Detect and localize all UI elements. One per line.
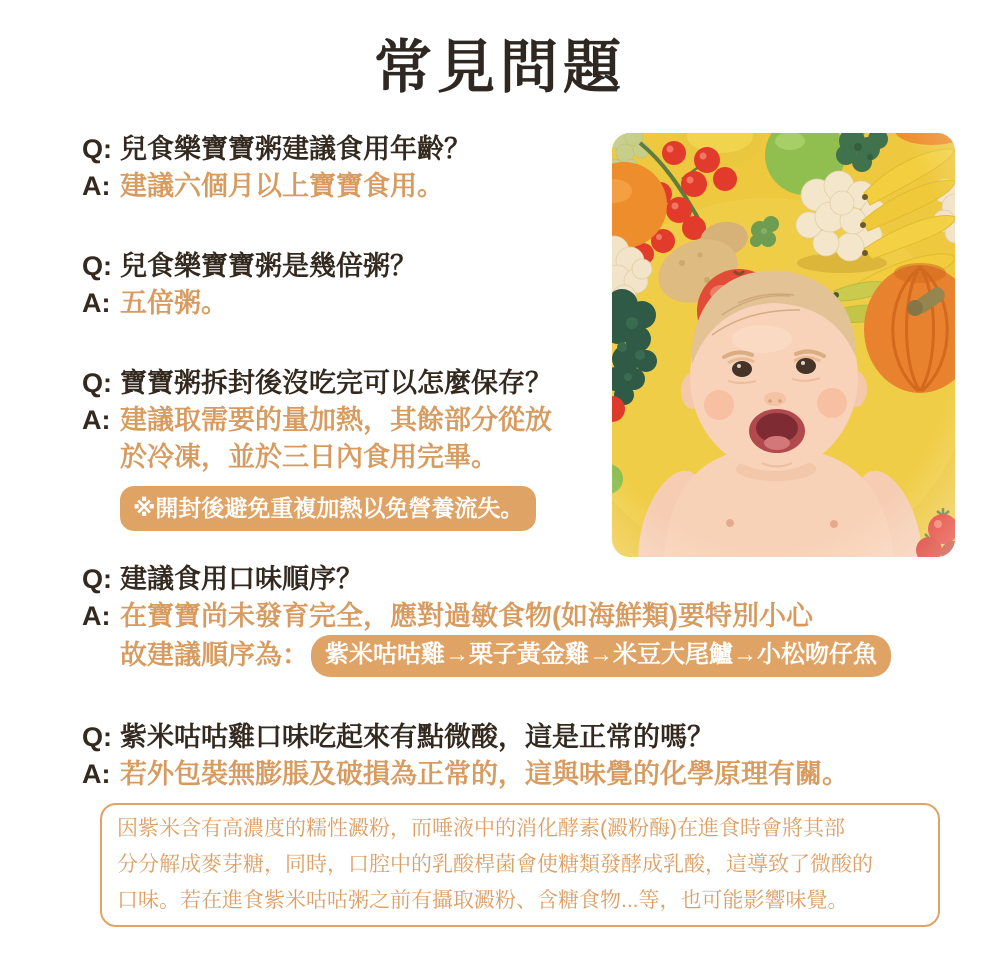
question-text: 兒食樂寶寶粥建議食用年齡？ [120,134,471,164]
question-prefix: Q: [82,563,112,594]
reheat-warning-badge: ※開封後避免重複加熱以免營養流失。 [120,486,536,531]
answer-row-continued [82,635,982,677]
question-text: 建議食用口味順序？ [120,563,363,594]
answer-text: 建議六個月以上寶寶食用。 [120,171,444,201]
page-title: 常見問題 [373,35,626,100]
answer-text: 五倍粥。 [120,288,228,318]
question-text: 寶寶粥拆封後沒吃完可以怎麼保存？ [120,368,552,398]
answer-text: 在寶寶尚未發育完全，應對過敏食物(如海鮮類)要特別小心 [120,600,813,631]
explanation-line: 口味。若在進食紫米咕咕粥之前有攝取澱粉、含糖食物...等，也可能影響味覺。 [117,888,849,912]
question-row [82,561,982,598]
explanation-line: 分分解成麥芽糖，同時，口腔中的乳酸桿菌會使糖類發酵成乳酸，這導致了微酸的 [117,852,873,876]
answer-row [82,756,982,793]
answer-text: 若外包裝無膨脹及破損為正常的，這與味覺的化學原理有關。 [120,758,849,789]
answer-prefix: A: [82,288,111,318]
flavor-order-badge: 紫米咕咕雞→栗子黃金雞→米豆大尾鱸→小松吻仔魚 [311,635,891,677]
answer-prefix: A: [82,600,111,631]
answer-text: 建議取需要的量加熱，其餘部分從放 [120,405,552,435]
explanation-line: 因紫米含有高濃度的糯性澱粉，而唾液中的消化酵素(澱粉酶)在進食時會將其部 [117,816,845,840]
answer-prefix: A: [82,405,111,435]
answer-prefix: A: [82,758,111,789]
question-prefix: Q: [82,368,112,398]
sour-taste-explanation-box [100,803,940,927]
question-prefix: Q: [82,134,112,164]
answer-text: 於冷凍，並於三日內食用完畢。 [120,442,498,472]
photo-vignette [612,133,955,557]
faq-item-sour-taste [82,719,982,927]
question-row [82,719,982,756]
answer-prefix: A: [82,171,111,201]
question-text: 兒食樂寶寶粥是幾倍粥？ [120,251,417,281]
question-prefix: Q: [82,251,112,281]
order-label: 故建議順序為： [120,640,309,671]
answer-row [82,598,982,635]
question-prefix: Q: [82,721,112,752]
baby-photo-illustration [612,133,955,557]
question-text: 紫米咕咕雞口味吃起來有點微酸，這是正常的嗎？ [120,721,714,752]
baby-with-vegetables-photo [612,133,955,557]
faq-item-flavor-order [82,561,982,677]
